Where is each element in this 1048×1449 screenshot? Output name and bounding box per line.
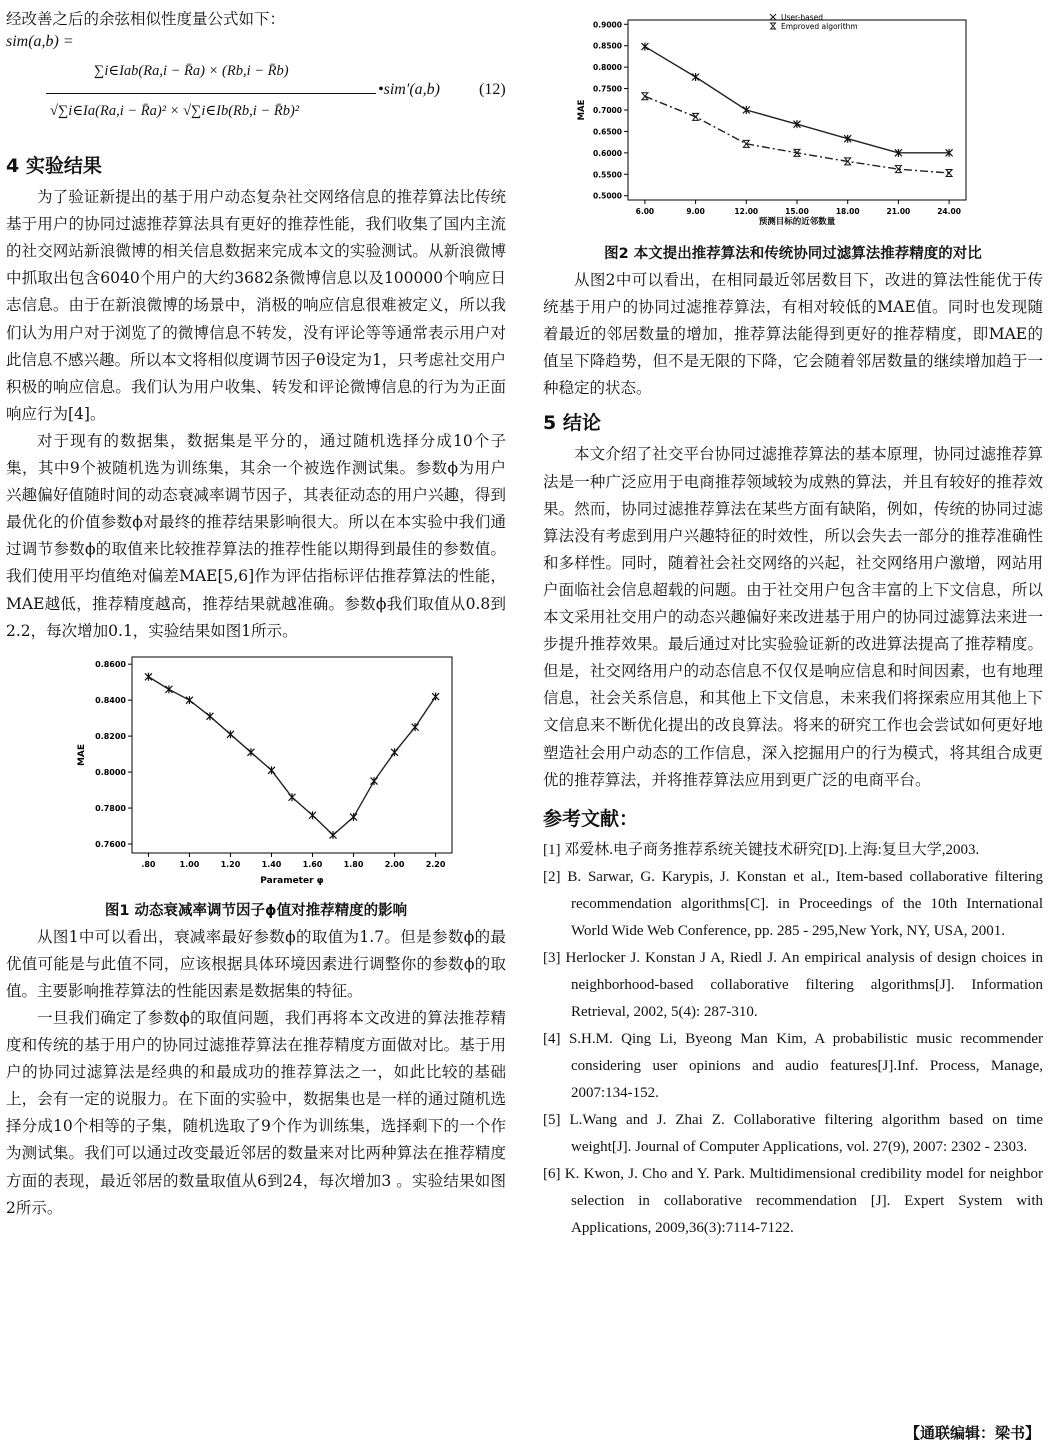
formula-denominator: √∑i∈Ia(Ra,i − R̄a)² × √∑i∈Ib(Rb,i − R̄b)²	[50, 103, 300, 120]
y-tick-label: 0.7600	[95, 839, 126, 849]
data-point	[289, 793, 296, 801]
x-tick-label: 21.00	[886, 207, 911, 216]
editor-credit: 【通联编辑：梁书】	[904, 1424, 1040, 1442]
x-tick-label: 1.40	[261, 859, 282, 869]
reference-item: [2] B. Sarwar, G. Karypis, J. Konstan et al., Item-based collaborative filtering recommendation algorithms[C]. in Proceedings of the 10th International World Wide Web Conference, pp. 285 - 295,New York, NY, USA, 2001.	[543, 868, 1043, 939]
x-tick-label: 1.00	[179, 859, 200, 869]
formula-lhs: sim(a,b) =	[6, 33, 74, 51]
legend-marker	[771, 23, 776, 29]
y-axis-label: MAE	[77, 743, 87, 766]
formula-intro: 经改善之后的余弦相似性度量公式如下：	[6, 10, 286, 28]
series-line	[148, 676, 435, 834]
formula-12	[6, 33, 506, 145]
reference-item: [4] S.H.M. Qing Li, Byeong Man Kim, A probabilistic music recommender considering user opinions and audio features[J].Inf. Process, Manage, 2007:134-152.	[543, 1030, 1043, 1101]
figure-2-chart	[543, 0, 1043, 238]
y-tick-label: 0.8600	[95, 659, 126, 669]
y-tick-label: 0.7800	[95, 803, 126, 813]
left-column	[6, 0, 506, 1222]
y-tick-label: 0.8200	[95, 731, 126, 741]
data-point	[432, 692, 439, 700]
series-line	[645, 47, 949, 153]
x-tick-label: 18.00	[835, 207, 860, 216]
section-4-paragraph-3: 从图1中可以看出，衰减率最好参数ϕ的取值为1.7。但是参数ϕ的最优值可能是与此值不同，应该根据具体环境因素进行调整你的参数ϕ的取值。主要影响推荐算法的性能因素是数据集的特征。	[6, 927, 506, 1000]
data-point	[642, 93, 648, 100]
y-tick-label: 0.8500	[593, 41, 622, 51]
data-point	[186, 696, 193, 704]
data-point	[145, 672, 152, 680]
data-point	[692, 73, 699, 81]
x-tick-label: 12.00	[734, 207, 759, 216]
section-4-paragraph-1: 为了验证新提出的基于用户动态复杂社交网络信息的推荐算法比传统基于用户的协同过滤推荐算法具有更好的推荐性能，我们收集了国内主流的社交网站新浪微博的相关信息数据来完成本文的实验测试。从新浪微博中抓取出包含6040个用户的大约3682条微博信息以及100000个响应日志信息。由于在新浪微博的场景中，消极的响应信息很难被定义，所以我们认为用户对于浏览了的微博信息不转发，没有评论等等通常表示用户对此信息不感兴趣。所以本文将相似度调节因子θ设定为1，只考虑社交用户积极的响应信息。我们认为用户收集、转发和评论微博信息的行为为正面响应行为[4]。	[6, 188, 506, 423]
x-tick-label: 2.20	[425, 859, 446, 869]
data-point	[391, 748, 398, 756]
data-point	[641, 43, 648, 51]
y-tick-label: 0.7500	[593, 84, 622, 94]
section-5-paragraph-1: 本文介绍了社交平台协同过滤推荐算法的基本原理，协同过滤推荐算法是一种广泛应用于电商推荐领域较为成熟的算法，并且有较好的推荐效果。然而，协同过滤推荐算法在某些方面有缺陷，例如，传统的协同过滤算法没有考虑到用户兴趣特征的时效性，所以会失去一部分的推荐准确性和多样性。同时，随着社会社交网络的兴起，社交网络用户激增，网站用户面临社会信息超载的问题。由于社交用户包含丰富的上下文信息，所以本文采用社交用户的动态兴趣偏好来改进基于用户的协同过滤算法来进一步提升推荐效果。最后通过对比实验验证新的改进算法提高了推荐精度。但是，社交网络用户的动态信息不仅仅是响应信息和时间因素，也有地理信息，社会关系信息，和其他上下文信息，未来我们将探索应用其他上下文信息来不断优化提出的改良算法。将来的研究工作也会尝试如何更好地塑造社会用户动态的工作信息，深入挖掘用户的行为模式，将其组合成更优的推荐算法，并将推荐算法应用到更广泛的电商平台。	[543, 445, 1043, 789]
y-tick-label: 0.8000	[593, 63, 622, 73]
section-4-paragraph-5: 从图2中可以看出，在相同最近邻居数目下，改进的算法性能优于传统基于用户的协同过滤推荐算法，有相对较低的MAE值。同时也发现随着最近的邻居数量的增加，推荐算法能得到更好的推荐精度，即MAE的值呈下降趋势，但不是无限的下降，它会随着邻居数量的继续增加趋于一种稳定的状态。	[543, 271, 1043, 398]
y-tick-label: 0.5000	[593, 191, 622, 201]
y-tick-label: 0.8400	[95, 695, 126, 705]
y-tick-label: 0.6500	[593, 127, 622, 137]
legend-label: User-based	[781, 13, 823, 22]
reference-item: [3] Herlocker J. Konstan J A, Riedl J. An empirical analysis of design choices in neighborhood-based collaborative filtering algorithms[J]. Information Retrieval, 2002, 5(4): 287-310.	[543, 949, 1043, 1020]
reference-item: [5] L.Wang and J. Zhai Z. Collaborative filtering algorithm based on time weight[J]. Journal of Computer Applications, vol. 27(9), 2007: 2302 - 2303.	[543, 1111, 1043, 1155]
x-tick-label: .80	[141, 859, 156, 869]
series-line	[645, 96, 949, 173]
figure-2-caption: 图2 本文提出推荐算法和传统协同过滤算法推荐精度的对比	[604, 246, 982, 262]
x-tick-label: 9.00	[686, 207, 705, 216]
x-axis-label: 预测目标的近邻数量	[758, 217, 836, 227]
data-point	[268, 766, 275, 774]
y-tick-label: 0.8000	[95, 767, 126, 777]
reference-item: [6] K. Kwon, J. Cho and Y. Park. Multidimensional credibility model for neighbor selection in collaborative recommendation [J]. Expert System with Applications, 2009,36(3):7114-7122.	[543, 1165, 1043, 1236]
y-tick-label: 0.5500	[593, 170, 622, 180]
x-tick-label: 24.00	[937, 207, 961, 216]
reference-list	[543, 837, 1043, 1242]
x-tick-label: 1.60	[302, 859, 323, 869]
x-axis-label: Parameter φ	[260, 875, 324, 886]
y-tick-label: 0.7000	[593, 106, 622, 115]
plot-frame	[132, 657, 452, 853]
formula-numerator: ∑i∈Iab(Ra,i − R̄a) × (Rb,i − R̄b)	[94, 63, 289, 80]
data-point	[693, 113, 699, 120]
x-tick-label: 1.80	[343, 859, 364, 869]
data-point	[247, 748, 254, 756]
formula-number: (12)	[479, 81, 506, 99]
y-tick-label: 0.9000	[593, 20, 622, 30]
x-tick-label: 1.20	[220, 859, 241, 869]
y-axis-label: MAE	[577, 99, 587, 121]
x-tick-label: 6.00	[635, 207, 655, 216]
legend-label: Emproved algorithm	[781, 22, 858, 31]
data-point	[412, 723, 419, 731]
legend-marker	[770, 14, 776, 20]
figure-1-caption: 图1 动态衰减率调节因子ϕ值对推荐精度的影响	[104, 902, 408, 919]
references-heading: 参考文献：	[543, 807, 639, 830]
section-4-paragraph-2: 对于现有的数据集，数据集是平分的，通过随机选择分成10个子集，其中9个被随机选为训练集，其余一个被选作测试集。参数ϕ为用户兴趣偏好值随时间的动态衰减率调节因子，其表征动态的用户兴趣，得到最优化的价值参数ϕ对最终的推荐结果影响很大。所以在本实验中我们通过调节参数ϕ的取值来比较推荐算法的推荐性能以期得到最佳的参数值。我们使用平均值绝对偏差MAE[5,6]作为评估指标评估推荐算法的性能，MAE越低，推荐精度越高，推荐结果就越准确。参数ϕ我们取值从0.8到2.2，每次增加0.1，实验结果如图1所示。	[6, 431, 506, 640]
reference-item: [1] 邓爱林.电子商务推荐系统关键技术研究[D].上海:复旦大学,2003.	[543, 841, 980, 858]
figure-1-chart	[6, 645, 506, 895]
x-tick-label: 2.00	[384, 859, 405, 869]
data-point	[227, 730, 234, 738]
data-point	[330, 831, 337, 839]
right-column	[543, 0, 1043, 1242]
data-point	[309, 811, 316, 819]
section-5-heading: 5 结论	[543, 412, 601, 435]
data-point	[371, 777, 378, 785]
section-4-heading: 4 实验结果	[6, 155, 102, 178]
data-point	[165, 685, 172, 693]
formula-tail: •sim′(a,b)	[378, 81, 440, 99]
x-tick-label: 15.00	[785, 207, 809, 216]
data-point	[350, 813, 357, 821]
data-point	[206, 712, 213, 720]
fraction-bar	[46, 93, 376, 94]
y-tick-label: 0.6000	[593, 148, 622, 158]
section-4-paragraph-4: 一旦我们确定了参数ϕ的取值问题，我们再将本文改进的算法推荐精度和传统的基于用户的协同过滤推荐算法在推荐精度方面做对比。基于用户的协同过滤算法是经典的和最成功的推荐算法之一，如此比较的基础上，会有一定的说服力。在下面的实验中，数据集也是一样的通过随机选择分成10个相等的子集，随机选取了9个作为训练集，选择剩下的一个作为测试集。我们可以通过改变最近邻居的数量来对比两种算法在推荐精度方面的表现，最近邻居的数量取值从6到24，每次增加3 。实验结果如图2所示。	[6, 1008, 506, 1217]
